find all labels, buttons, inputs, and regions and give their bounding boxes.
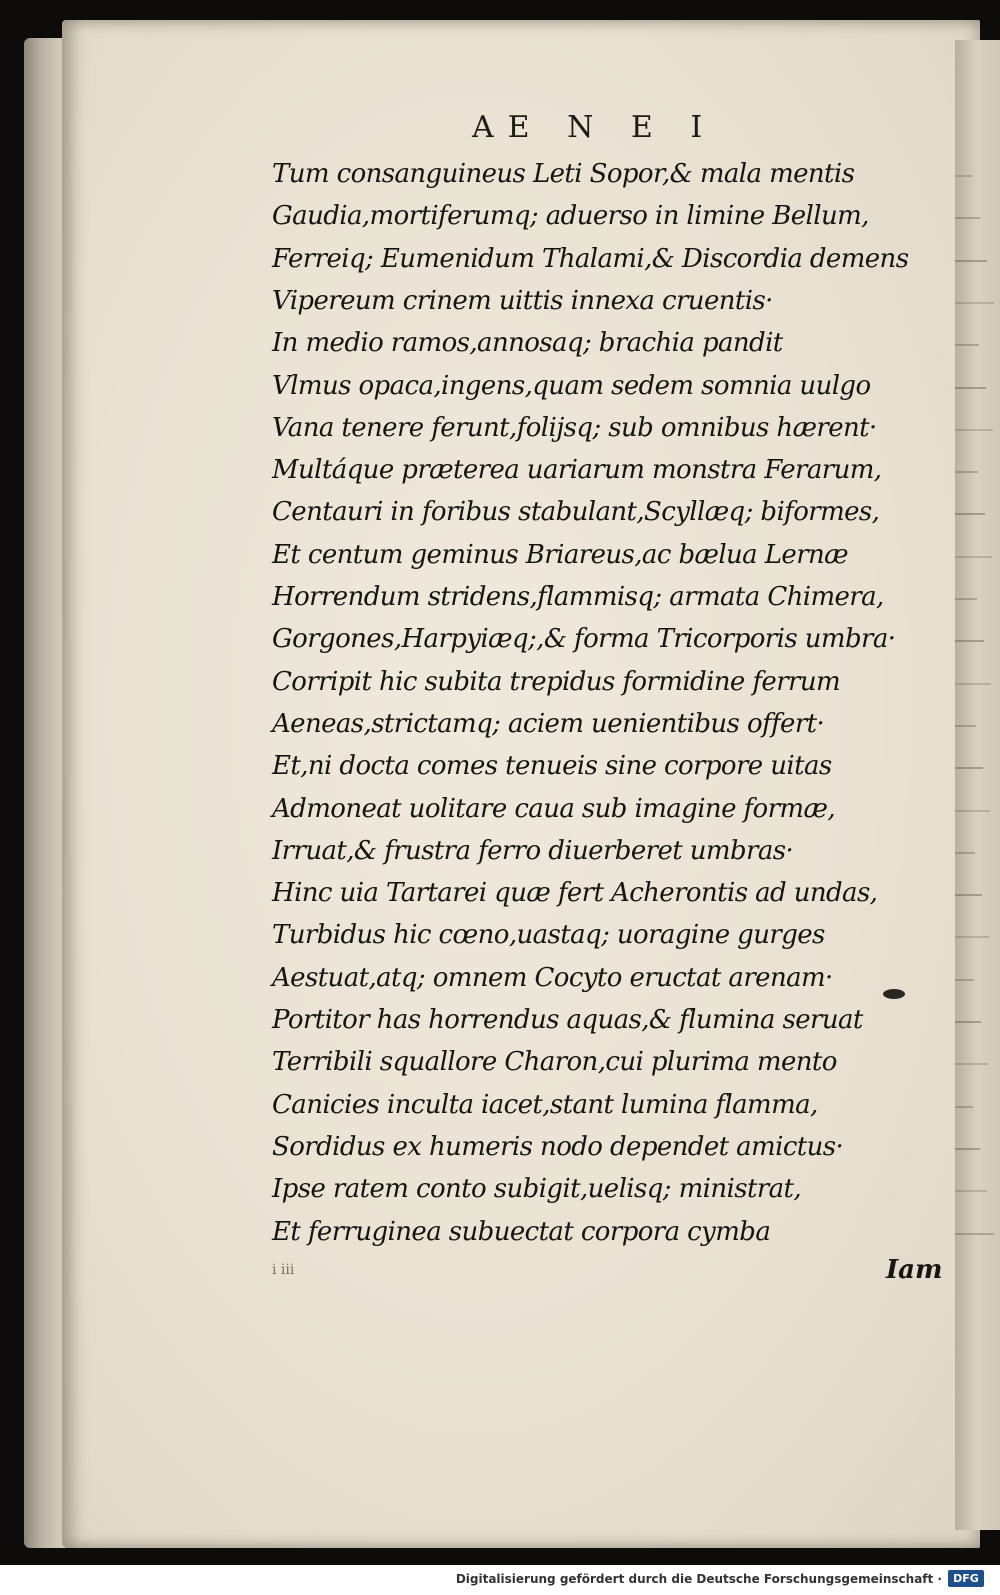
facing-page-line-trace xyxy=(955,1063,988,1065)
facing-page-line-trace xyxy=(955,471,978,473)
facing-page-line-trace xyxy=(955,513,985,515)
facing-page-line-trace xyxy=(955,725,976,727)
facing-page-line-trace xyxy=(955,683,991,685)
verse-line: Terribili squallore Charon,cui plurima mento xyxy=(272,1047,837,1078)
facing-page-line-trace xyxy=(955,217,980,219)
facing-page-line-trace xyxy=(955,260,987,262)
facing-page-line-trace xyxy=(955,302,994,304)
running-head: AE N E I xyxy=(472,110,717,145)
verse-line: Portitor has horrendus aquas,& flumina seruat xyxy=(272,1005,863,1035)
ink-blot xyxy=(883,989,905,999)
facing-page-line-trace xyxy=(955,767,983,769)
facing-page-line-trace xyxy=(955,810,990,812)
facing-page-line-trace xyxy=(955,640,984,642)
verse-line: Gaudia,mortiferumq; aduerso in limine Bellum, xyxy=(272,201,869,232)
verse-line: Aestuat,atq; omnem Cocyto eructat arenam· xyxy=(272,962,833,993)
verse-line: In medio ramos,annosaq; brachia pandit xyxy=(272,328,783,359)
catchword: Iam xyxy=(886,1255,943,1285)
dfg-logo: DFG xyxy=(948,1570,984,1587)
verse-line: Horrendum stridens,flammisq; armata Chimera, xyxy=(272,582,884,612)
verse-line: Turbidus hic cœno,uastaq; uoragine gurges xyxy=(272,920,825,951)
verse-line: Multáque præterea uariarum monstra Ferarum, xyxy=(272,455,882,486)
verse-line: Ipse ratem conto subigit,uelisq; ministrat, xyxy=(272,1174,802,1205)
facing-page-edge xyxy=(955,40,1000,1530)
verse-line: Hinc uia Tartarei quæ fert Acherontis ad undas, xyxy=(272,878,878,909)
verse-line: Irruat,& frustra ferro diuerberet umbras· xyxy=(272,835,794,866)
facing-page-line-trace xyxy=(955,894,982,896)
verse-line: Admoneat uolitare caua sub imagine formæ, xyxy=(272,793,835,824)
facing-page-line-trace xyxy=(955,175,973,177)
verse-line: Canicies inculta iacet,stant lumina flamma, xyxy=(272,1089,818,1120)
signature-mark: i iii xyxy=(272,1262,295,1278)
facing-page-line-trace xyxy=(955,598,977,600)
facing-page-line-trace xyxy=(955,1148,980,1150)
verse-line: Tum consanguineus Leti Sopor,& mala mentis xyxy=(272,159,855,189)
facing-page-line-trace xyxy=(955,387,986,389)
facing-page-line-trace xyxy=(955,1021,981,1023)
facing-page-line-trace xyxy=(955,1190,987,1192)
verse-line: Ferreiq; Eumenidum Thalami,& Discordia demens xyxy=(272,243,909,274)
verse-line: Et ferruginea subuectat corpora cymba xyxy=(272,1216,771,1247)
verse-line: Vana tenere ferunt,folijsq; sub omnibus hærent· xyxy=(272,412,877,443)
facing-page-line-trace xyxy=(955,344,979,346)
verse-line: Vlmus opaca,ingens,quam sedem somnia uulgo xyxy=(272,370,871,401)
facing-page-line-trace xyxy=(955,852,975,854)
verse-line: Aeneas,strictamq; aciem uenientibus offert· xyxy=(272,708,825,739)
facing-page-line-trace xyxy=(955,979,974,981)
verse-line: Et centum geminus Briareus,ac bælua Lernæ xyxy=(272,539,849,570)
facing-page-line-trace xyxy=(955,556,992,558)
verse-line: Gorgones,Harpyiæq;,& forma Tricorporis umbra· xyxy=(272,624,896,655)
facing-page-line-trace xyxy=(955,1233,994,1235)
verse-line: Corripit hic subita trepidus formidine ferrum xyxy=(272,666,841,697)
facing-page-line-trace xyxy=(955,936,989,938)
verse-line: Et,ni docta comes tenueis sine corpore uitas xyxy=(272,751,832,782)
facing-page-line-trace xyxy=(955,1106,973,1108)
verse-line: Sordidus ex humeris nodo dependet amictus· xyxy=(272,1131,844,1162)
verse-line: Vipereum crinem uittis innexa cruentis· xyxy=(272,285,773,316)
footer-credit: Digitalisierung gefördert durch die Deutsche Forschungsgemeinschaft · xyxy=(455,1572,942,1586)
verse-line: Centauri in foribus stabulant,Scyllæq; biformes, xyxy=(272,497,880,528)
facing-page-line-trace xyxy=(955,429,993,431)
